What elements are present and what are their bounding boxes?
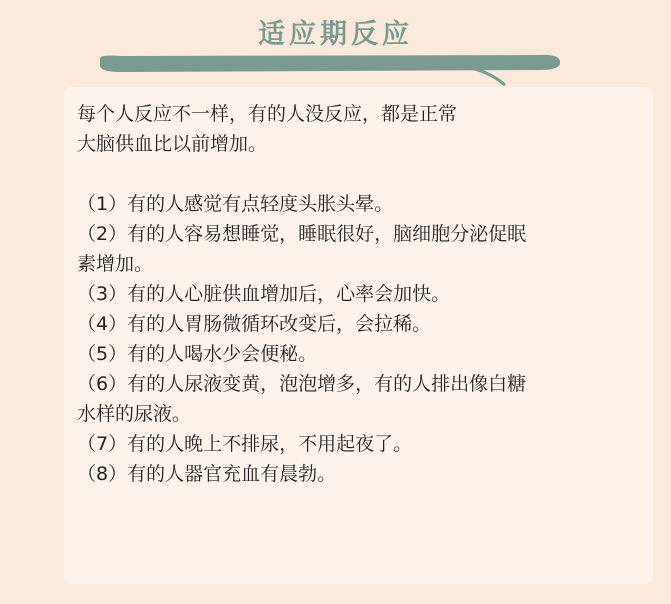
list-item: （8）有的人器官充血有晨勃。: [77, 463, 337, 485]
list-item: （5）有的人喝水少会便秘。: [77, 343, 318, 365]
page-title: 适应期反应: [258, 19, 413, 50]
content-text: [77, 99, 657, 489]
list-item: （3）有的人心脏供血增加后，心率会加快。: [77, 283, 451, 305]
intro-line: 每个人反应不一样，有的人没反应，都是正常: [77, 103, 458, 125]
list-item: （4）有的人胃肠微循环改变后，会拉稀。: [77, 313, 432, 335]
list-item: （6）有的人尿液变黄，泡泡增多，有的人排出像白糖: [77, 373, 527, 395]
brush-stroke-decoration: [0, 50, 671, 90]
list-item: 水样的尿液。: [77, 403, 192, 425]
list-item: （2）有的人容易想睡觉，睡眠很好，脑细胞分泌促眠: [77, 223, 527, 245]
intro-line: 大脑供血比以前增加。: [77, 133, 268, 155]
spacer: [77, 159, 657, 189]
list-item: 素增加。: [77, 253, 154, 275]
list-item: （1）有的人感觉有点轻度头胀头晕。: [77, 193, 394, 215]
list-item: （7）有的人晚上不排尿，不用起夜了。: [77, 433, 413, 455]
